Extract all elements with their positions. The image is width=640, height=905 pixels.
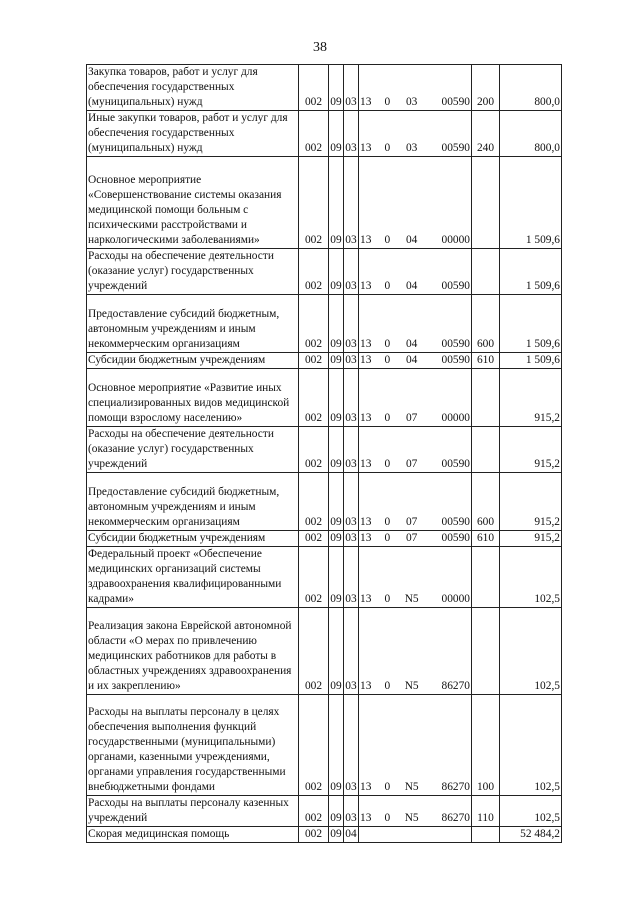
row-target-article-cell [359,353,472,369]
row-expense-type-cell: 610 [472,353,500,369]
target-article-code [360,141,470,156]
row-amount-cell: 915,2 [500,531,562,547]
target-article-part: 07 [405,458,418,470]
target-article-part: 00590 [441,354,470,366]
row-target-article-cell [359,796,472,827]
target-article-part: 0 [384,680,391,692]
target-article-part: 00590 [441,96,470,108]
row-target-article-cell [359,427,472,473]
row-name-cell: Субсидии бюджетным учреждениям [87,353,299,369]
row-subsection-cell: 03 [344,473,359,531]
target-article-part: 0 [384,354,391,366]
row-amount-cell: 1 509,6 [500,249,562,295]
row-section-cell: 09 [329,111,344,157]
target-article-part: 00590 [441,458,470,470]
row-target-article-cell [359,369,472,427]
row-subsection-cell: 03 [344,695,359,796]
target-article-part: 0 [384,412,391,424]
row-target-article-cell [359,473,472,531]
table-row [87,531,562,547]
target-article-part: 00590 [441,142,470,154]
target-article-code [360,337,470,352]
row-name-cell: Расходы на обеспечение деятельности (оказание услуг) государственных учреждений [87,427,299,473]
table-row [87,796,562,827]
row-amount-cell: 915,2 [500,473,562,531]
row-section-cell: 09 [329,473,344,531]
table-row [87,473,562,531]
row-section-cell: 09 [329,608,344,695]
target-article-part: 13 [360,516,372,528]
row-section-cell: 09 [329,369,344,427]
target-article-part: 00590 [441,280,470,292]
target-article-code [360,592,470,607]
row-subsection-cell: 03 [344,547,359,608]
target-article-part: 13 [360,234,372,246]
row-admin-code-cell: 002 [299,427,329,473]
target-article-part: 0 [384,593,391,605]
row-expense-type-cell: 200 [472,65,500,111]
row-name-cell: Расходы на выплаты персоналу в целях обеспечения выполнения функций государственными (муниципальными) органами, казенными учреждениями, органами управления государственными внебюджетными фондами [87,695,299,796]
target-article-part: N5 [404,593,419,605]
row-admin-code-cell: 002 [299,547,329,608]
table-row [87,427,562,473]
row-target-article-cell [359,295,472,353]
row-name-cell: Расходы на обеспечение деятельности (оказание услуг) государственных учреждений [87,249,299,295]
row-amount-cell: 915,2 [500,427,562,473]
target-article-part: 13 [360,812,372,824]
target-article-part: 0 [384,280,391,292]
target-article-part: 13 [360,338,372,350]
row-target-article-cell [359,608,472,695]
table-row [87,111,562,157]
row-section-cell: 09 [329,547,344,608]
row-name-cell: Иные закупки товаров, работ и услуг для обеспечения государственных (муниципальных) нужд [87,111,299,157]
row-expense-type-cell [472,369,500,427]
target-article-part: 04 [405,338,418,350]
target-article-code [360,811,470,826]
table-row [87,827,562,843]
row-section-cell: 09 [329,295,344,353]
target-article-part: 13 [360,280,372,292]
target-article-part: 0 [384,781,391,793]
target-article-part: 07 [405,412,418,424]
row-section-cell: 09 [329,531,344,547]
target-article-part: 13 [360,680,372,692]
target-article-code [360,95,470,110]
row-admin-code-cell: 002 [299,249,329,295]
row-name-cell: Предоставление субсидий бюджетным, автономным учреждениям и иным некоммерческим организациям [87,295,299,353]
row-target-article-cell [359,157,472,249]
row-section-cell: 09 [329,427,344,473]
target-article-part: 0 [384,234,391,246]
target-article-part: 13 [360,412,372,424]
table-body [87,65,562,843]
row-admin-code-cell: 002 [299,473,329,531]
target-article-part: 04 [405,354,418,366]
table-row [87,295,562,353]
target-article-part: 0 [384,458,391,470]
target-article-part: N5 [404,680,419,692]
table-row [87,369,562,427]
target-article-part: 13 [360,96,372,108]
row-amount-cell: 1 509,6 [500,157,562,249]
row-admin-code-cell: 002 [299,827,329,843]
row-amount-cell: 800,0 [500,65,562,111]
target-article-part: 00000 [441,593,470,605]
row-amount-cell: 52 484,2 [500,827,562,843]
row-expense-type-cell [472,547,500,608]
row-amount-cell: 102,5 [500,695,562,796]
row-target-article-cell [359,249,472,295]
target-article-part: 0 [384,96,391,108]
target-article-part: 00590 [441,338,470,350]
row-name-cell: Закупка товаров, работ и услуг для обеспечения государственных (муниципальных) нужд [87,65,299,111]
row-section-cell: 09 [329,157,344,249]
row-subsection-cell: 03 [344,427,359,473]
target-article-part: 86270 [441,781,470,793]
target-article-part: 00590 [441,516,470,528]
target-article-part: 13 [360,458,372,470]
target-article-part: 04 [405,280,418,292]
row-expense-type-cell: 610 [472,531,500,547]
row-name-cell: Основное мероприятие «Развитие иных специализированных видов медицинской помощи взрослому населению» [87,369,299,427]
target-article-part: 13 [360,532,372,544]
row-name-cell: Основное мероприятие «Совершенствование системы оказания медицинской помощи больным с психическими расстройствами и наркологическими заболеваниями» [87,157,299,249]
row-section-cell: 09 [329,249,344,295]
row-subsection-cell: 03 [344,353,359,369]
row-subsection-cell: 03 [344,157,359,249]
row-subsection-cell: 03 [344,295,359,353]
row-expense-type-cell [472,427,500,473]
target-article-part: 86270 [441,680,470,692]
row-expense-type-cell: 240 [472,111,500,157]
target-article-code [360,780,470,795]
row-name-cell: Субсидии бюджетным учреждениям [87,531,299,547]
row-section-cell: 09 [329,796,344,827]
row-name-cell: Реализация закона Еврейской автономной области «О мерах по привлечению медицинских работников для работы в областных учреждениях здравоохранения и их закреплению» [87,608,299,695]
target-article-code [360,679,470,694]
table-row [87,608,562,695]
target-article-part: N5 [404,812,419,824]
row-section-cell: 09 [329,827,344,843]
row-admin-code-cell: 002 [299,157,329,249]
row-subsection-cell: 04 [344,827,359,843]
target-article-code [360,353,470,368]
row-admin-code-cell: 002 [299,531,329,547]
target-article-part: 0 [384,338,391,350]
row-name-cell: Предоставление субсидий бюджетным, автономным учреждениям и иным некоммерческим организациям [87,473,299,531]
row-admin-code-cell: 002 [299,796,329,827]
target-article-part: 0 [384,516,391,528]
row-target-article-cell [359,531,472,547]
target-article-code [360,233,470,248]
row-amount-cell: 915,2 [500,369,562,427]
target-article-part: 07 [405,532,418,544]
row-admin-code-cell: 002 [299,608,329,695]
target-article-part: 0 [384,142,391,154]
target-article-part: 00590 [441,532,470,544]
row-section-cell: 09 [329,695,344,796]
row-target-article-cell [359,111,472,157]
budget-table [86,64,562,843]
row-subsection-cell: 03 [344,111,359,157]
target-article-part: 13 [360,142,372,154]
row-target-article-cell [359,695,472,796]
target-article-part: N5 [404,781,419,793]
row-subsection-cell: 03 [344,531,359,547]
row-amount-cell: 102,5 [500,608,562,695]
target-article-part: 00000 [441,234,470,246]
row-admin-code-cell: 002 [299,695,329,796]
table-row [87,65,562,111]
row-name-cell: Скорая медицинская помощь [87,827,299,843]
row-amount-cell: 102,5 [500,796,562,827]
target-article-code [360,279,470,294]
target-article-code [360,457,470,472]
row-expense-type-cell [472,157,500,249]
row-amount-cell: 800,0 [500,111,562,157]
row-name-cell: Федеральный проект «Обеспечение медицинских организаций системы здравоохранения квалифицированными кадрами» [87,547,299,608]
row-admin-code-cell: 002 [299,353,329,369]
row-admin-code-cell: 002 [299,65,329,111]
table-row [87,547,562,608]
target-article-part: 04 [405,234,418,246]
row-subsection-cell: 03 [344,608,359,695]
table-row [87,695,562,796]
target-article-part: 0 [384,812,391,824]
row-target-article-cell [359,65,472,111]
target-article-part: 00000 [441,412,470,424]
target-article-part: 13 [360,593,372,605]
row-target-article-cell [359,547,472,608]
row-amount-cell: 102,5 [500,547,562,608]
target-article-part: 03 [405,142,418,154]
row-section-cell: 09 [329,353,344,369]
row-expense-type-cell: 100 [472,695,500,796]
target-article-code [360,515,470,530]
row-amount-cell: 1 509,6 [500,353,562,369]
target-article-part: 13 [360,354,372,366]
table-row [87,353,562,369]
row-subsection-cell: 03 [344,249,359,295]
row-subsection-cell: 03 [344,796,359,827]
row-subsection-cell: 03 [344,369,359,427]
target-article-part: 13 [360,781,372,793]
page-number: 38 [313,40,327,55]
row-target-article-cell [359,827,472,843]
target-article-part: 07 [405,516,418,528]
row-expense-type-cell: 110 [472,796,500,827]
row-section-cell: 09 [329,65,344,111]
row-expense-type-cell [472,608,500,695]
row-amount-cell: 1 509,6 [500,295,562,353]
row-expense-type-cell: 600 [472,473,500,531]
target-article-part: 03 [405,96,418,108]
table-row [87,249,562,295]
row-expense-type-cell: 600 [472,295,500,353]
row-admin-code-cell: 002 [299,295,329,353]
row-expense-type-cell [472,249,500,295]
row-expense-type-cell [472,827,500,843]
target-article-part: 0 [384,532,391,544]
target-article-code [360,411,470,426]
target-article-code [360,531,470,546]
row-subsection-cell: 03 [344,65,359,111]
table-row [87,157,562,249]
row-admin-code-cell: 002 [299,111,329,157]
target-article-part: 86270 [441,812,470,824]
row-name-cell: Расходы на выплаты персоналу казенных учреждений [87,796,299,827]
row-admin-code-cell: 002 [299,369,329,427]
